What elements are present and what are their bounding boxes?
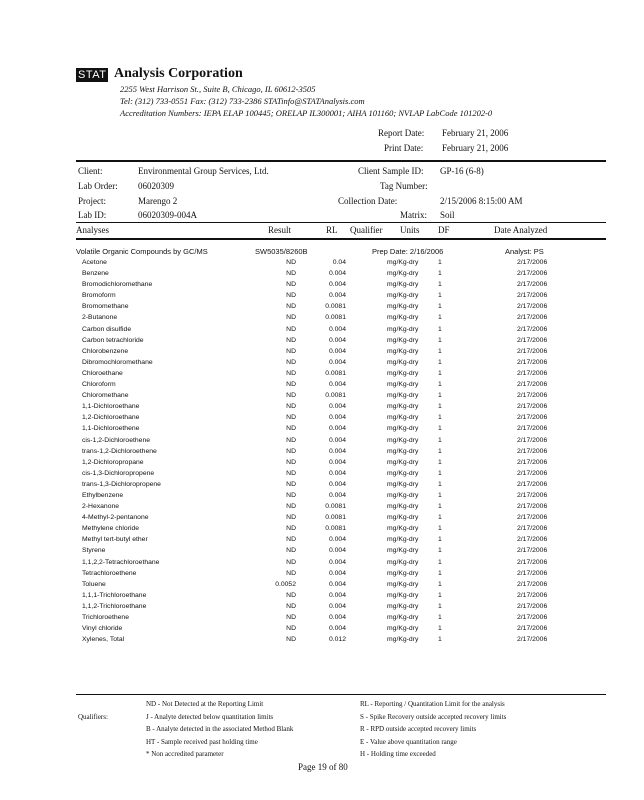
- col-units: Units: [400, 225, 420, 235]
- table-row: [0, 337, 644, 348]
- cell-rl: 0.0081: [325, 303, 346, 311]
- divider: [76, 222, 606, 223]
- cell-df: 1: [438, 325, 442, 333]
- cell-result: ND: [286, 491, 296, 499]
- cell-result: ND: [286, 347, 296, 355]
- cell-df: 1: [438, 314, 442, 322]
- table-row: [0, 270, 644, 281]
- cell-result: ND: [286, 292, 296, 300]
- table-row: [0, 547, 644, 558]
- cell-date: 2/17/2006: [517, 281, 548, 289]
- cell-rl: 0.04: [332, 259, 346, 266]
- cell-df: 1: [438, 425, 442, 433]
- cell-name: Chloroethane: [82, 369, 123, 377]
- cell-name: Carbon disulfide: [82, 325, 132, 333]
- cell-name: Bromodichloromethane: [82, 281, 153, 289]
- table-row: [0, 425, 644, 436]
- cell-rl: 0.004: [328, 614, 346, 621]
- cell-df: 1: [438, 270, 442, 278]
- cell-result: 0.0052: [275, 580, 296, 588]
- cell-units: mg/Kg-dry: [387, 569, 419, 577]
- cell-name: Tetrachloroethene: [82, 569, 137, 577]
- cell-result: ND: [286, 447, 296, 455]
- cell-units: mg/Kg-dry: [387, 292, 419, 300]
- cell-rl: 0.004: [328, 347, 346, 355]
- cell-name: Benzene: [82, 270, 109, 278]
- cell-rl: 0.004: [328, 580, 346, 588]
- cell-result: ND: [286, 425, 296, 433]
- cell-date: 2/17/2006: [517, 636, 548, 644]
- cell-rl: 0.004: [328, 425, 346, 433]
- accreditation: Accreditation Numbers: IEPA ELAP 100445; ORELAP IL300001; AIHA 101160; NVLAP LabCode 101202-0: [120, 108, 493, 118]
- cell-rl: 0.004: [328, 292, 346, 300]
- cell-df: 1: [438, 503, 442, 511]
- cell-rl: 0.004: [328, 536, 346, 544]
- cell-rl: 0.004: [328, 591, 346, 599]
- cell-units: mg/Kg-dry: [387, 636, 419, 644]
- cell-df: 1: [438, 347, 442, 355]
- cell-rl: 0.004: [328, 325, 346, 333]
- sample-id-value: GP-16 (6-8): [440, 166, 484, 176]
- cell-units: mg/Kg-dry: [387, 458, 419, 466]
- cell-df: 1: [438, 358, 442, 366]
- table-row: [0, 581, 644, 592]
- cell-result: ND: [286, 625, 296, 633]
- cell-rl: 0.004: [328, 602, 346, 610]
- cell-name: 1,1-Dichloroethene: [82, 425, 140, 433]
- cell-units: mg/Kg-dry: [387, 480, 419, 488]
- stat-logo: STAT: [78, 69, 107, 81]
- cell-name: Methyl tert-butyl ether: [82, 536, 148, 544]
- cell-result: ND: [286, 636, 296, 644]
- cell-rl: 0.004: [328, 336, 346, 344]
- cell-name: 1,2-Dichloroethane: [82, 414, 140, 422]
- cell-date: 2/17/2006: [517, 259, 548, 266]
- results-table: [0, 259, 644, 647]
- print-date: February 21, 2006: [442, 143, 509, 153]
- page-number: Page 19 of 80: [298, 762, 348, 772]
- cell-date: 2/17/2006: [517, 314, 548, 322]
- table-row: [0, 448, 644, 459]
- table-row: [0, 370, 644, 381]
- cell-df: 1: [438, 580, 442, 588]
- cell-df: 1: [438, 447, 442, 455]
- cell-rl: 0.0081: [325, 514, 346, 522]
- cell-date: 2/17/2006: [517, 347, 548, 355]
- cell-rl: 0.004: [328, 414, 346, 422]
- cell-name: Toluene: [82, 580, 106, 588]
- cell-result: ND: [286, 525, 296, 533]
- cell-result: ND: [286, 336, 296, 344]
- cell-rl: 0.004: [328, 381, 346, 389]
- table-row: [0, 503, 644, 514]
- cell-result: ND: [286, 458, 296, 466]
- cell-units: mg/Kg-dry: [387, 336, 419, 344]
- cell-date: 2/17/2006: [517, 469, 548, 477]
- cell-date: 2/17/2006: [517, 358, 548, 366]
- cell-df: 1: [438, 525, 442, 533]
- table-row: [0, 514, 644, 525]
- cell-date: 2/17/2006: [517, 569, 548, 577]
- cell-date: 2/17/2006: [517, 303, 548, 311]
- cell-date: 2/17/2006: [517, 602, 548, 610]
- cell-name: Bromoform: [82, 292, 116, 300]
- table-row: [0, 636, 644, 647]
- cell-df: 1: [438, 547, 442, 555]
- table-row: [0, 559, 644, 570]
- table-row: [0, 292, 644, 303]
- cell-result: ND: [286, 414, 296, 422]
- cell-df: 1: [438, 469, 442, 477]
- qualifiers-label: Qualifiers:: [78, 713, 108, 721]
- cell-rl: 0.004: [328, 469, 346, 477]
- table-row: [0, 459, 644, 470]
- cell-name: 1,1,2,2-Tetrachloroethane: [82, 558, 160, 566]
- cell-name: Carbon tetrachloride: [82, 336, 144, 344]
- cell-units: mg/Kg-dry: [387, 369, 419, 377]
- cell-units: mg/Kg-dry: [387, 436, 419, 444]
- cell-units: mg/Kg-dry: [387, 358, 419, 366]
- cell-date: 2/17/2006: [517, 381, 548, 389]
- cell-units: mg/Kg-dry: [387, 270, 419, 278]
- cell-rl: 0.004: [328, 491, 346, 499]
- cell-date: 2/17/2006: [517, 270, 548, 278]
- cell-units: mg/Kg-dry: [387, 469, 419, 477]
- matrix-value: Soil: [440, 210, 455, 220]
- cell-result: ND: [286, 381, 296, 389]
- cell-units: mg/Kg-dry: [387, 558, 419, 566]
- cell-units: mg/Kg-dry: [387, 281, 419, 289]
- company-contact: Tel: (312) 733-0551 Fax: (312) 733-2386 STATinfo@STATAnalysis.com: [120, 96, 365, 106]
- table-row: [0, 281, 644, 292]
- cell-units: mg/Kg-dry: [387, 425, 419, 433]
- cell-df: 1: [438, 536, 442, 544]
- cell-result: ND: [286, 281, 296, 289]
- cell-name: Dibromochloromethane: [82, 358, 153, 366]
- table-row: [0, 592, 644, 603]
- cell-rl: 0.0081: [325, 525, 346, 533]
- tag-number-label: Tag Number:: [380, 181, 428, 191]
- cell-result: ND: [286, 270, 296, 278]
- cell-date: 2/17/2006: [517, 614, 548, 621]
- cell-date: 2/17/2006: [517, 547, 548, 555]
- cell-date: 2/17/2006: [517, 514, 548, 522]
- cell-name: Chloromethane: [82, 392, 129, 400]
- cell-date: 2/17/2006: [517, 414, 548, 422]
- cell-df: 1: [438, 436, 442, 444]
- cell-name: 4-Methyl-2-pentanone: [82, 514, 149, 522]
- cell-result: ND: [286, 259, 296, 266]
- cell-result: ND: [286, 536, 296, 544]
- report-date-label: Report Date:: [378, 128, 425, 138]
- cell-name: Bromomethane: [82, 303, 129, 311]
- qualifier-definition: R - RPD outside accepted recovery limits: [360, 725, 477, 733]
- cell-rl: 0.004: [328, 558, 346, 566]
- cell-result: ND: [286, 325, 296, 333]
- cell-date: 2/17/2006: [517, 525, 548, 533]
- cell-df: 1: [438, 259, 442, 266]
- qualifier-definition: B - Analyte detected in the associated Method Blank: [146, 725, 294, 733]
- cell-date: 2/17/2006: [517, 625, 548, 633]
- cell-rl: 0.004: [328, 436, 346, 444]
- cell-units: mg/Kg-dry: [387, 303, 419, 311]
- report-date: February 21, 2006: [442, 128, 509, 138]
- cell-df: 1: [438, 303, 442, 311]
- cell-date: 2/17/2006: [517, 447, 548, 455]
- cell-date: 2/17/2006: [517, 491, 548, 499]
- cell-name: Acetone: [82, 259, 107, 266]
- cell-result: ND: [286, 602, 296, 610]
- qualifier-definition: RL - Reporting / Quantitation Limit for the analysis: [360, 700, 505, 708]
- cell-rl: 0.0081: [325, 314, 346, 322]
- section-prep-date: Prep Date: 2/16/2006: [372, 247, 444, 256]
- col-result: Result: [268, 225, 292, 235]
- cell-date: 2/17/2006: [517, 425, 548, 433]
- cell-date: 2/17/2006: [517, 436, 548, 444]
- cell-name: Ethylbenzene: [82, 491, 124, 499]
- table-row: [0, 303, 644, 314]
- table-row: [0, 348, 644, 359]
- cell-units: mg/Kg-dry: [387, 447, 419, 455]
- cell-units: mg/Kg-dry: [387, 491, 419, 499]
- cell-date: 2/17/2006: [517, 536, 548, 544]
- cell-df: 1: [438, 392, 442, 400]
- cell-date: 2/17/2006: [517, 292, 548, 300]
- cell-result: ND: [286, 303, 296, 311]
- cell-df: 1: [438, 292, 442, 300]
- cell-units: mg/Kg-dry: [387, 414, 419, 422]
- cell-rl: 0.004: [328, 270, 346, 278]
- table-row: [0, 570, 644, 581]
- lab-order-value: 06020309: [138, 181, 174, 191]
- cell-rl: 0.0081: [325, 369, 346, 377]
- cell-name: 1,1,2-Trichloroethane: [82, 602, 147, 610]
- table-row: [0, 470, 644, 481]
- cell-name: 1,1-Dichloroethane: [82, 403, 140, 411]
- cell-rl: 0.004: [328, 358, 346, 366]
- section-analyst: Analyst: PS: [505, 247, 544, 256]
- sample-id-label: Client Sample ID:: [358, 166, 424, 176]
- table-row: [0, 381, 644, 392]
- cell-result: ND: [286, 591, 296, 599]
- cell-name: 2-Butanone: [82, 314, 118, 322]
- company-address: 2255 West Harrison St., Suite B, Chicago, IL 60612-3505: [120, 84, 316, 94]
- cell-name: 1,2-Dichloropropane: [82, 458, 144, 466]
- table-row: [0, 259, 644, 270]
- project-value: Marengo 2: [138, 196, 178, 206]
- cell-result: ND: [286, 392, 296, 400]
- cell-result: ND: [286, 514, 296, 522]
- cell-result: ND: [286, 436, 296, 444]
- divider: [76, 694, 606, 695]
- cell-df: 1: [438, 602, 442, 610]
- cell-result: ND: [286, 569, 296, 577]
- cell-name: 1,1,1-Trichloroethane: [82, 591, 147, 599]
- cell-df: 1: [438, 636, 442, 644]
- cell-rl: 0.004: [328, 480, 346, 488]
- cell-date: 2/17/2006: [517, 325, 548, 333]
- lab-order-label: Lab Order:: [78, 181, 118, 191]
- cell-units: mg/Kg-dry: [387, 325, 419, 333]
- cell-df: 1: [438, 403, 442, 411]
- client-label: Client:: [78, 166, 103, 176]
- cell-result: ND: [286, 547, 296, 555]
- section-title: Volatile Organic Compounds by GC/MS: [76, 247, 208, 256]
- col-analyses: Analyses: [76, 225, 109, 235]
- cell-rl: 0.004: [328, 569, 346, 577]
- cell-result: ND: [286, 358, 296, 366]
- project-label: Project:: [78, 196, 106, 206]
- table-row: [0, 536, 644, 547]
- cell-rl: 0.0081: [325, 392, 346, 400]
- col-df: DF: [438, 225, 450, 235]
- cell-units: mg/Kg-dry: [387, 403, 419, 411]
- qualifier-definition: E - Value above quantitation range: [360, 737, 457, 746]
- table-row: [0, 392, 644, 403]
- cell-units: mg/Kg-dry: [387, 392, 419, 400]
- cell-name: Chlorobenzene: [82, 347, 129, 355]
- cell-rl: 0.012: [328, 636, 346, 644]
- cell-name: trans-1,3-Dichloropropene: [82, 480, 161, 488]
- cell-name: Vinyl chloride: [82, 625, 123, 633]
- col-date-analyzed: Date Analyzed: [494, 225, 548, 235]
- table-row: [0, 403, 644, 414]
- cell-date: 2/17/2006: [517, 580, 548, 588]
- cell-date: 2/17/2006: [517, 591, 548, 599]
- cell-name: 2-Hexanone: [82, 503, 120, 511]
- cell-df: 1: [438, 369, 442, 377]
- cell-df: 1: [438, 558, 442, 566]
- qualifier-definition: ND - Not Detected at the Reporting Limit: [146, 700, 264, 708]
- qualifier-definition: S - Spike Recovery outside accepted recovery limits: [360, 712, 507, 721]
- table-row: [0, 525, 644, 536]
- lab-id-value: 06020309-004A: [138, 210, 197, 220]
- cell-name: cis-1,3-Dichloropropene: [82, 469, 155, 477]
- cell-rl: 0.004: [328, 447, 346, 455]
- cell-units: mg/Kg-dry: [387, 314, 419, 322]
- cell-df: 1: [438, 480, 442, 488]
- cell-df: 1: [438, 514, 442, 522]
- cell-df: 1: [438, 458, 442, 466]
- cell-rl: 0.004: [328, 547, 346, 555]
- cell-units: mg/Kg-dry: [387, 625, 419, 633]
- cell-df: 1: [438, 614, 442, 621]
- cell-name: cis-1,2-Dichloroethene: [82, 436, 151, 444]
- lab-id-label: Lab ID:: [78, 210, 107, 220]
- col-rl: RL: [326, 225, 338, 235]
- table-row: [0, 625, 644, 636]
- qualifier-definition: * Non accredited parameter: [146, 750, 224, 758]
- cell-name: trans-1,2-Dichloroethene: [82, 447, 157, 455]
- table-row: [0, 614, 644, 625]
- table-row: [0, 437, 644, 448]
- matrix-label: Matrix:: [400, 210, 427, 220]
- cell-name: Chloroform: [82, 381, 116, 389]
- cell-date: 2/17/2006: [517, 403, 548, 411]
- cell-date: 2/17/2006: [517, 558, 548, 566]
- cell-name: Trichloroethene: [82, 614, 129, 621]
- cell-rl: 0.0081: [325, 503, 346, 511]
- cell-df: 1: [438, 569, 442, 577]
- cell-df: 1: [438, 281, 442, 289]
- qualifier-definition: J - Analyte detected below quantitation limits: [146, 712, 274, 721]
- cell-result: ND: [286, 503, 296, 511]
- cell-units: mg/Kg-dry: [387, 614, 419, 621]
- qualifier-definition: HT - Sample received past holding time: [146, 737, 258, 746]
- divider: [76, 160, 606, 162]
- cell-date: 2/17/2006: [517, 480, 548, 488]
- cell-units: mg/Kg-dry: [387, 602, 419, 610]
- cell-result: ND: [286, 314, 296, 322]
- cell-name: Methylene chloride: [82, 525, 140, 533]
- cell-rl: 0.004: [328, 281, 346, 289]
- collection-date-label: Collection Date:: [338, 196, 398, 206]
- cell-rl: 0.004: [328, 458, 346, 466]
- cell-date: 2/17/2006: [517, 458, 548, 466]
- cell-units: mg/Kg-dry: [387, 259, 419, 266]
- cell-result: ND: [286, 614, 296, 621]
- cell-df: 1: [438, 414, 442, 422]
- cell-df: 1: [438, 625, 442, 633]
- cell-units: mg/Kg-dry: [387, 381, 419, 389]
- cell-df: 1: [438, 336, 442, 344]
- cell-df: 1: [438, 381, 442, 389]
- table-row: [0, 492, 644, 503]
- cell-date: 2/17/2006: [517, 503, 548, 511]
- collection-date-value: 2/15/2006 8:15:00 AM: [440, 196, 523, 206]
- cell-result: ND: [286, 558, 296, 566]
- cell-df: 1: [438, 491, 442, 499]
- client-value: Environmental Group Services, Ltd.: [138, 166, 269, 176]
- table-row: [0, 314, 644, 325]
- section-method: SW5035/8260B: [255, 247, 308, 256]
- cell-result: ND: [286, 403, 296, 411]
- table-row: [0, 481, 644, 492]
- col-qualifier: Qualifier: [350, 225, 383, 235]
- table-row: [0, 326, 644, 337]
- cell-date: 2/17/2006: [517, 369, 548, 377]
- qualifier-definition: H - Holding time exceeded: [360, 750, 436, 758]
- cell-result: ND: [286, 369, 296, 377]
- divider: [76, 238, 606, 240]
- cell-units: mg/Kg-dry: [387, 547, 419, 555]
- cell-name: Xylenes, Total: [82, 636, 125, 644]
- cell-units: mg/Kg-dry: [387, 536, 419, 544]
- table-row: [0, 359, 644, 370]
- print-date-label: Print Date:: [384, 143, 424, 153]
- cell-rl: 0.004: [328, 625, 346, 633]
- cell-df: 1: [438, 591, 442, 599]
- cell-units: mg/Kg-dry: [387, 591, 419, 599]
- cell-units: mg/Kg-dry: [387, 514, 419, 522]
- cell-units: mg/Kg-dry: [387, 525, 419, 533]
- cell-units: mg/Kg-dry: [387, 503, 419, 511]
- cell-date: 2/17/2006: [517, 336, 548, 344]
- cell-name: Styrene: [82, 547, 106, 555]
- cell-result: ND: [286, 480, 296, 488]
- cell-units: mg/Kg-dry: [387, 580, 419, 588]
- table-row: [0, 414, 644, 425]
- cell-result: ND: [286, 469, 296, 477]
- company-name: Analysis Corporation: [114, 66, 243, 81]
- table-row: [0, 603, 644, 614]
- cell-units: mg/Kg-dry: [387, 347, 419, 355]
- cell-date: 2/17/2006: [517, 392, 548, 400]
- cell-rl: 0.004: [328, 403, 346, 411]
